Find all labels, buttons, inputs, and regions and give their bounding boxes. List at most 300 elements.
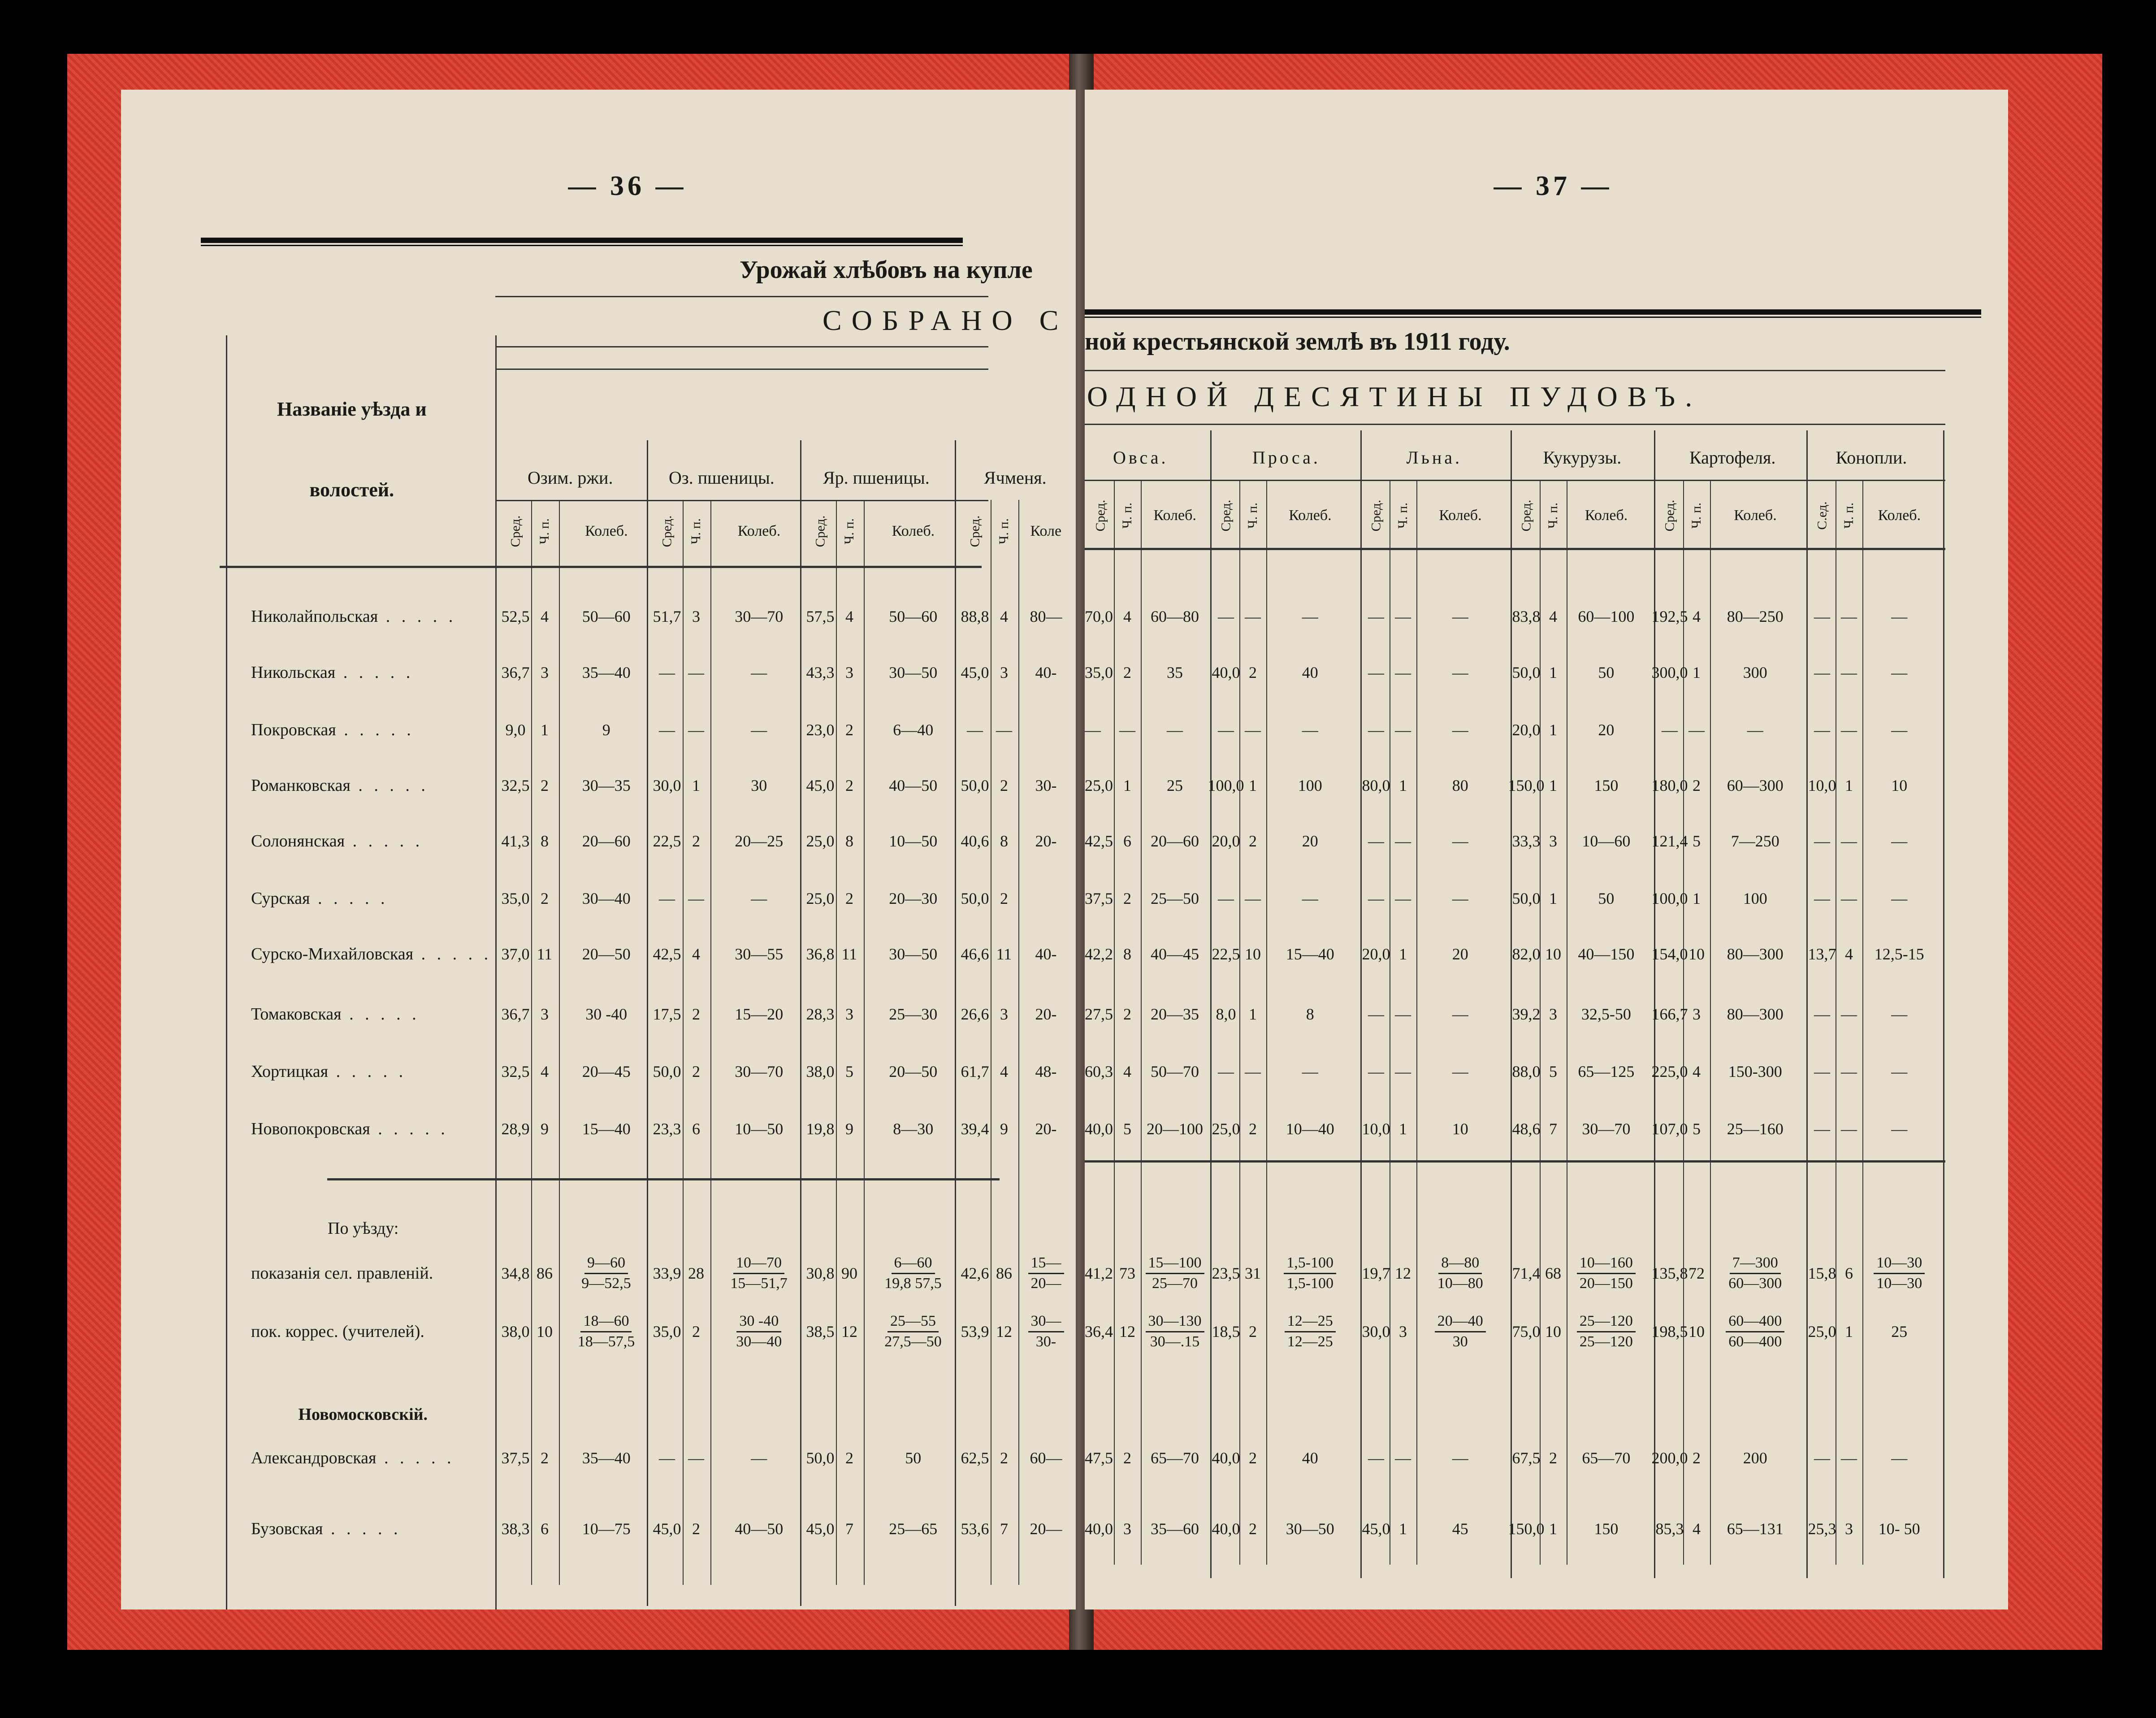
data-cell: 10—40 xyxy=(1286,1120,1334,1138)
data-cell: 45,0 xyxy=(1362,1520,1390,1538)
data-cell: 20—60 xyxy=(1151,832,1199,850)
data-cell: 300 xyxy=(1743,664,1767,681)
data-cell: 2 xyxy=(692,832,700,850)
subheader-count: Ч. п. xyxy=(1395,502,1411,529)
summary-cell: 1 xyxy=(1845,1323,1853,1341)
data-cell: 2 xyxy=(1249,664,1257,681)
data-cell: 3 xyxy=(1000,664,1008,681)
summary-cell: 72 xyxy=(1688,1264,1705,1282)
summary-cell: 3 xyxy=(1399,1323,1407,1341)
summary-cell: 25,0 xyxy=(1808,1323,1836,1341)
subheader-count: Ч. п. xyxy=(537,518,552,545)
subheader-count: Ч. п. xyxy=(1120,502,1135,529)
fraction-top: 25—55 xyxy=(888,1312,939,1332)
volost-name-text: Сурская xyxy=(251,889,310,908)
data-cell: 47,5 xyxy=(1085,1449,1113,1467)
top-rule-thin xyxy=(201,245,963,246)
subcol-divider xyxy=(1141,480,1142,1565)
summary-cell: 36,4 xyxy=(1085,1323,1113,1341)
data-cell: — xyxy=(1167,721,1183,739)
rule-under-group-names xyxy=(495,500,988,501)
data-cell: 25 xyxy=(1167,777,1183,794)
subheader-range: Колеб. xyxy=(1289,507,1332,524)
data-cell: — xyxy=(1218,1063,1234,1080)
data-cell: 2 xyxy=(845,889,853,907)
data-cell: 2 xyxy=(541,777,549,794)
subcol-divider xyxy=(683,500,684,1585)
data-cell: 25—65 xyxy=(889,1520,938,1538)
data-cell: 1 xyxy=(1399,1120,1407,1138)
summary-fraction xyxy=(575,1312,638,1351)
data-cell: 1 xyxy=(1249,777,1257,794)
data-cell: 20 xyxy=(1598,721,1615,739)
volost-name xyxy=(251,889,389,908)
data-cell: 20—45 xyxy=(582,1063,631,1080)
data-cell: 20- xyxy=(1035,1120,1057,1138)
data-cell: 19,8 xyxy=(806,1120,835,1138)
group-divider xyxy=(647,440,648,1606)
data-cell: 30—50 xyxy=(1286,1520,1334,1538)
data-cell: — xyxy=(1841,832,1857,850)
data-cell: 43,3 xyxy=(806,664,835,681)
data-cell: 150,0 xyxy=(1508,1520,1545,1538)
summary-cell: 18,5 xyxy=(1212,1323,1240,1341)
data-cell: 30 xyxy=(751,777,767,794)
data-cell: 2 xyxy=(1000,777,1008,794)
data-cell: 4 xyxy=(1123,1063,1131,1080)
data-cell: — xyxy=(1218,889,1234,907)
summary-cell: 6 xyxy=(1845,1264,1853,1282)
data-cell: — xyxy=(1814,889,1830,907)
data-cell: — xyxy=(1841,721,1857,739)
data-cell: 10—50 xyxy=(735,1120,784,1138)
data-cell: — xyxy=(1395,1449,1411,1467)
name-header-line1: Названіе уѣзда и xyxy=(277,398,427,420)
summary-cell: 41,2 xyxy=(1085,1264,1113,1282)
data-cell: — xyxy=(1841,664,1857,681)
data-cell: — xyxy=(1368,889,1384,907)
data-cell: — xyxy=(1368,1005,1384,1023)
data-cell: 8—30 xyxy=(893,1120,934,1138)
data-cell: — xyxy=(1891,607,1908,625)
data-cell: — xyxy=(659,664,675,681)
section-heading-novomoskovsk: Новомосковскій. xyxy=(298,1405,428,1424)
fraction-bottom: 10—30 xyxy=(1876,1275,1922,1292)
summary-cell: 30,8 xyxy=(806,1264,835,1282)
data-cell: 3 xyxy=(1549,832,1557,850)
data-cell: 33,3 xyxy=(1512,832,1541,850)
data-cell: — xyxy=(688,889,704,907)
data-cell: — xyxy=(1841,889,1857,907)
summary-cell: 73 xyxy=(1119,1264,1135,1282)
summary-fraction xyxy=(1146,1312,1204,1351)
summary-cell: 10 xyxy=(1688,1323,1705,1341)
data-cell: 150 xyxy=(1594,777,1619,794)
data-cell: — xyxy=(1814,1449,1830,1467)
subheader-avg: Сред. xyxy=(1518,499,1533,532)
summary-cell: 75,0 xyxy=(1512,1323,1541,1341)
data-cell: 36,8 xyxy=(806,945,835,963)
subcol-divider xyxy=(559,500,560,1585)
data-cell: — xyxy=(1814,1120,1830,1138)
fraction-bottom: 19,8 57,5 xyxy=(884,1275,942,1292)
data-cell: 2 xyxy=(1249,832,1257,850)
data-cell: 45,0 xyxy=(806,1520,835,1538)
summary-cell: 12 xyxy=(1395,1264,1411,1282)
subcol-divider xyxy=(531,500,532,1585)
data-cell: 7 xyxy=(1000,1520,1008,1538)
data-cell: 10 xyxy=(1688,945,1705,963)
data-cell: 50,0 xyxy=(961,777,989,794)
summary-cell: 23,5 xyxy=(1212,1264,1240,1282)
data-cell: 13,7 xyxy=(1808,945,1836,963)
data-cell: 60—300 xyxy=(1727,777,1784,794)
data-cell: 10 xyxy=(1245,945,1261,963)
data-cell: 25—30 xyxy=(889,1005,938,1023)
data-cell: 8 xyxy=(1000,832,1008,850)
subheader-count: Ч. п. xyxy=(1841,502,1857,529)
data-cell: 37,5 xyxy=(501,1449,530,1467)
data-cell: — xyxy=(1452,1449,1468,1467)
table-title: Урожай хлѣбовъ на купле xyxy=(740,256,1033,284)
leader-dots: . . . . . xyxy=(350,776,429,795)
group-header: Конопли. xyxy=(1836,447,1907,468)
data-cell: 2 xyxy=(1123,1005,1131,1023)
subheader-range: Коле xyxy=(1030,523,1062,539)
data-cell: 5 xyxy=(1123,1120,1131,1138)
subcol-divider xyxy=(1862,480,1863,1565)
data-cell: 11 xyxy=(996,945,1012,963)
summary-fraction xyxy=(1285,1312,1336,1351)
data-cell: 5 xyxy=(1549,1063,1557,1080)
summary-cell: 25 xyxy=(1891,1323,1908,1341)
fraction-top: 60—400 xyxy=(1726,1312,1784,1332)
data-cell: 40,0 xyxy=(1085,1120,1113,1138)
summary-cell: 35,0 xyxy=(653,1323,681,1341)
rule-under-title xyxy=(1085,370,1945,371)
data-cell: — xyxy=(1452,607,1468,625)
data-cell: 30—40 xyxy=(582,889,631,907)
data-cell: 1 xyxy=(541,721,549,739)
data-cell: 80,0 xyxy=(1362,777,1390,794)
data-cell: 25—50 xyxy=(1151,889,1199,907)
summary-cell: 53,9 xyxy=(961,1323,989,1341)
data-cell: 40 xyxy=(1302,1449,1318,1467)
data-cell: 88,0 xyxy=(1512,1063,1541,1080)
data-cell: 25,0 xyxy=(806,889,835,907)
subheader-count: Ч. п. xyxy=(1689,502,1704,529)
data-cell: 60—100 xyxy=(1578,607,1635,625)
data-cell: — xyxy=(1368,664,1384,681)
group-header: Яр. пшеницы. xyxy=(823,467,930,488)
fraction-top: 6—60 xyxy=(892,1254,935,1274)
data-cell: 3 xyxy=(541,664,549,681)
fraction-top: 30—130 xyxy=(1146,1312,1204,1332)
data-cell: — xyxy=(1452,1005,1468,1023)
data-cell: — xyxy=(1841,1449,1857,1467)
data-cell: 9,0 xyxy=(505,721,526,739)
divider-name xyxy=(495,335,497,1610)
subheader-avg: Сред. xyxy=(1092,499,1108,532)
data-cell: — xyxy=(967,721,983,739)
data-cell: 38,3 xyxy=(501,1520,530,1538)
summary-cell: 135,8 xyxy=(1651,1264,1688,1282)
data-cell: 1 xyxy=(692,777,700,794)
fraction-top: 25—120 xyxy=(1577,1312,1636,1332)
data-cell: — xyxy=(1395,607,1411,625)
summary-cell: 28 xyxy=(688,1264,704,1282)
rule-header-bottom xyxy=(1085,548,1945,550)
data-cell: 4 xyxy=(1693,607,1701,625)
data-cell: 107,0 xyxy=(1651,1120,1688,1138)
data-cell: — xyxy=(1891,1063,1908,1080)
data-cell: — xyxy=(751,1449,767,1467)
rule-header-bottom xyxy=(220,566,982,568)
subheader-count: Ч. п. xyxy=(996,518,1012,545)
data-cell: 50—60 xyxy=(582,607,631,625)
data-cell: 9 xyxy=(1000,1120,1008,1138)
subheader-count: Ч. п. xyxy=(1546,502,1561,529)
data-cell: 3 xyxy=(541,1005,549,1023)
summary-cell: 38,5 xyxy=(806,1323,835,1341)
rule-after-rows xyxy=(1085,1160,1945,1163)
summary-cell: 86 xyxy=(996,1264,1012,1282)
data-cell: 82,0 xyxy=(1512,945,1541,963)
summary-fraction xyxy=(1874,1254,1925,1293)
data-cell: — xyxy=(1245,1063,1261,1080)
data-cell: 17,5 xyxy=(653,1005,681,1023)
data-cell: 192,5 xyxy=(1651,607,1688,625)
data-cell: 4 xyxy=(1693,1063,1701,1080)
sobrano-heading: СОБРАНО С xyxy=(823,304,1069,336)
data-cell: 26,6 xyxy=(961,1005,989,1023)
data-cell: 85,3 xyxy=(1655,1520,1684,1538)
data-cell: 6 xyxy=(1123,832,1131,850)
data-cell: 10 xyxy=(1891,777,1908,794)
data-cell: — xyxy=(688,721,704,739)
data-cell: 80 xyxy=(1452,777,1468,794)
data-cell: 150,0 xyxy=(1508,777,1545,794)
fraction-bottom: 27,5—50 xyxy=(884,1333,942,1350)
data-cell: — xyxy=(1452,1063,1468,1080)
data-cell: 1 xyxy=(1123,777,1131,794)
data-cell: 83,8 xyxy=(1512,607,1541,625)
data-cell: 30—70 xyxy=(735,607,784,625)
data-cell: — xyxy=(1368,607,1384,625)
data-cell: — xyxy=(1841,1063,1857,1080)
data-cell: 38,0 xyxy=(806,1063,835,1080)
data-cell: 20—50 xyxy=(889,1063,938,1080)
data-cell: 35—40 xyxy=(582,1449,631,1467)
data-cell: — xyxy=(1814,721,1830,739)
volost-name xyxy=(251,1448,455,1468)
data-cell: 25,0 xyxy=(1085,777,1113,794)
data-cell: 5 xyxy=(845,1063,853,1080)
table-title: ной крестьянской землѣ въ 1911 году. xyxy=(1085,328,1510,356)
data-cell: — xyxy=(1119,721,1135,739)
data-cell: 32,5 xyxy=(501,777,530,794)
data-cell: 41,3 xyxy=(501,832,530,850)
data-cell: 30—55 xyxy=(735,945,784,963)
volost-name xyxy=(251,1062,407,1081)
data-cell: 200,0 xyxy=(1651,1449,1688,1467)
data-cell: — xyxy=(659,721,675,739)
summary-fraction xyxy=(1726,1254,1784,1293)
data-cell: 40—150 xyxy=(1578,945,1635,963)
data-cell: 2 xyxy=(1123,889,1131,907)
data-cell: 10—50 xyxy=(889,832,938,850)
summary-cell: 12 xyxy=(996,1323,1012,1341)
fraction-top: 15—100 xyxy=(1146,1254,1204,1274)
data-cell: 30—50 xyxy=(889,664,938,681)
data-cell: 1 xyxy=(1693,664,1701,681)
data-cell: 2 xyxy=(1123,1449,1131,1467)
rule-under-title xyxy=(495,296,988,297)
data-cell: — xyxy=(1302,889,1318,907)
data-cell: 39,2 xyxy=(1512,1005,1541,1023)
summary-fraction xyxy=(882,1254,944,1293)
fraction-top: 30 -40 xyxy=(736,1312,781,1332)
volost-name-text: Солонянская xyxy=(251,832,345,850)
fraction-bottom: 18—57,5 xyxy=(577,1333,635,1350)
data-cell: 20—100 xyxy=(1147,1120,1203,1138)
data-cell: 3 xyxy=(845,664,853,681)
data-cell: 80—300 xyxy=(1727,1005,1784,1023)
data-cell: 9 xyxy=(541,1120,549,1138)
data-cell: 50—70 xyxy=(1151,1063,1199,1080)
volost-name-text: Покровская xyxy=(251,720,336,739)
volost-name xyxy=(251,944,492,964)
data-cell: 62,5 xyxy=(961,1449,989,1467)
summary-cell: 12 xyxy=(841,1323,857,1341)
data-cell: — xyxy=(1395,664,1411,681)
data-cell: 40—45 xyxy=(1151,945,1199,963)
summary-fraction xyxy=(1435,1312,1486,1351)
volost-name xyxy=(251,720,415,740)
data-cell: 10 xyxy=(1545,945,1561,963)
group-header: Проса. xyxy=(1252,447,1320,468)
summary-cell: 19,7 xyxy=(1362,1264,1390,1282)
summary-fraction xyxy=(1028,1312,1064,1351)
summary-fraction xyxy=(733,1312,784,1351)
data-cell: 1 xyxy=(1693,889,1701,907)
group-divider xyxy=(1210,430,1212,1578)
subheader-range: Колеб. xyxy=(1878,507,1921,524)
data-cell: 2 xyxy=(1000,1449,1008,1467)
group-divider xyxy=(800,440,801,1606)
subcol-divider xyxy=(1266,480,1267,1565)
data-cell: 2 xyxy=(692,1520,700,1538)
data-cell: 50 xyxy=(1598,664,1615,681)
data-cell: 30- xyxy=(1035,777,1057,794)
data-cell: 100 xyxy=(1298,777,1322,794)
data-cell: 23,0 xyxy=(806,721,835,739)
data-cell: 60— xyxy=(1030,1449,1062,1467)
data-cell: 150-300 xyxy=(1728,1063,1782,1080)
summary-cell: 15,8 xyxy=(1808,1264,1836,1282)
data-cell: 4 xyxy=(541,1063,549,1080)
data-cell: — xyxy=(1841,1120,1857,1138)
data-cell: 65—70 xyxy=(1151,1449,1199,1467)
leader-dots: . . . . . xyxy=(378,607,457,626)
data-cell: 2 xyxy=(1249,1120,1257,1138)
subcol-divider xyxy=(1239,480,1240,1565)
summary-cell: 10 xyxy=(1545,1323,1561,1341)
data-cell: 20- xyxy=(1035,832,1057,850)
volost-name xyxy=(251,1519,401,1539)
data-cell: — xyxy=(1245,721,1261,739)
data-cell: 9 xyxy=(602,721,610,739)
summary-fraction xyxy=(1028,1254,1064,1293)
volost-name-text: Николайпольская xyxy=(251,607,378,626)
leader-dots: . . . . . xyxy=(335,663,414,682)
data-cell: — xyxy=(751,721,767,739)
data-cell: 52,5 xyxy=(501,607,530,625)
data-cell: 20—25 xyxy=(735,832,784,850)
data-cell: — xyxy=(1891,1120,1908,1138)
rule-after-rows xyxy=(327,1178,1000,1180)
data-cell: 50,0 xyxy=(653,1063,681,1080)
subheader-count: Ч. п. xyxy=(1245,502,1260,529)
po-uezdu-label: По уѣзду: xyxy=(328,1219,399,1238)
data-cell: 2 xyxy=(1549,1449,1557,1467)
data-cell: 6 xyxy=(541,1520,549,1538)
leader-dots: . . . . . xyxy=(370,1119,449,1138)
fraction-bottom: 30- xyxy=(1035,1333,1056,1350)
summary-fraction xyxy=(579,1254,634,1293)
data-cell: 50 xyxy=(1598,889,1615,907)
volost-name-text: Бузовская xyxy=(251,1519,323,1538)
group-header: Льна. xyxy=(1406,447,1463,468)
volost-name-text: Романковская xyxy=(251,776,351,795)
right-page xyxy=(1085,90,2008,1610)
data-cell: 40,6 xyxy=(961,832,989,850)
data-cell: — xyxy=(1368,1063,1384,1080)
data-cell: 3 xyxy=(692,607,700,625)
fraction-top: 9—60 xyxy=(584,1254,628,1274)
data-cell: — xyxy=(1452,721,1468,739)
subheader-avg: Сред. xyxy=(1218,499,1233,532)
data-cell: 40- xyxy=(1035,664,1057,681)
leader-dots: . . . . . xyxy=(341,1005,420,1024)
fraction-bottom: 30 xyxy=(1452,1333,1468,1350)
data-cell: 60—80 xyxy=(1151,607,1199,625)
data-cell: 30—35 xyxy=(582,777,631,794)
data-cell: 3 xyxy=(1000,1005,1008,1023)
data-cell: 50,0 xyxy=(1512,889,1541,907)
summary-cell: 38,0 xyxy=(501,1323,530,1341)
top-rule xyxy=(1085,309,1981,315)
data-cell: 2 xyxy=(1249,1449,1257,1467)
data-cell: 23,3 xyxy=(653,1120,681,1138)
data-cell: 10—60 xyxy=(1582,832,1631,850)
top-rule-thin xyxy=(1085,317,1981,318)
volost-name-text: Александровская xyxy=(251,1449,377,1467)
data-cell: 100 xyxy=(1743,889,1767,907)
data-cell: 65—131 xyxy=(1727,1520,1784,1538)
rule-under-groups xyxy=(495,369,988,370)
data-cell: — xyxy=(1747,721,1763,739)
data-cell: 51,7 xyxy=(653,607,681,625)
data-cell: 2 xyxy=(1693,1449,1701,1467)
data-cell: 121,4 xyxy=(1651,832,1688,850)
leader-dots: . . . . . xyxy=(328,1062,407,1081)
data-cell: 39,4 xyxy=(961,1120,989,1138)
volost-name-text: Сурско-Михайловская xyxy=(251,945,414,963)
fraction-bottom: 1,5-100 xyxy=(1286,1275,1334,1292)
data-cell: 20—50 xyxy=(582,945,631,963)
data-cell: 40,0 xyxy=(1212,1449,1240,1467)
